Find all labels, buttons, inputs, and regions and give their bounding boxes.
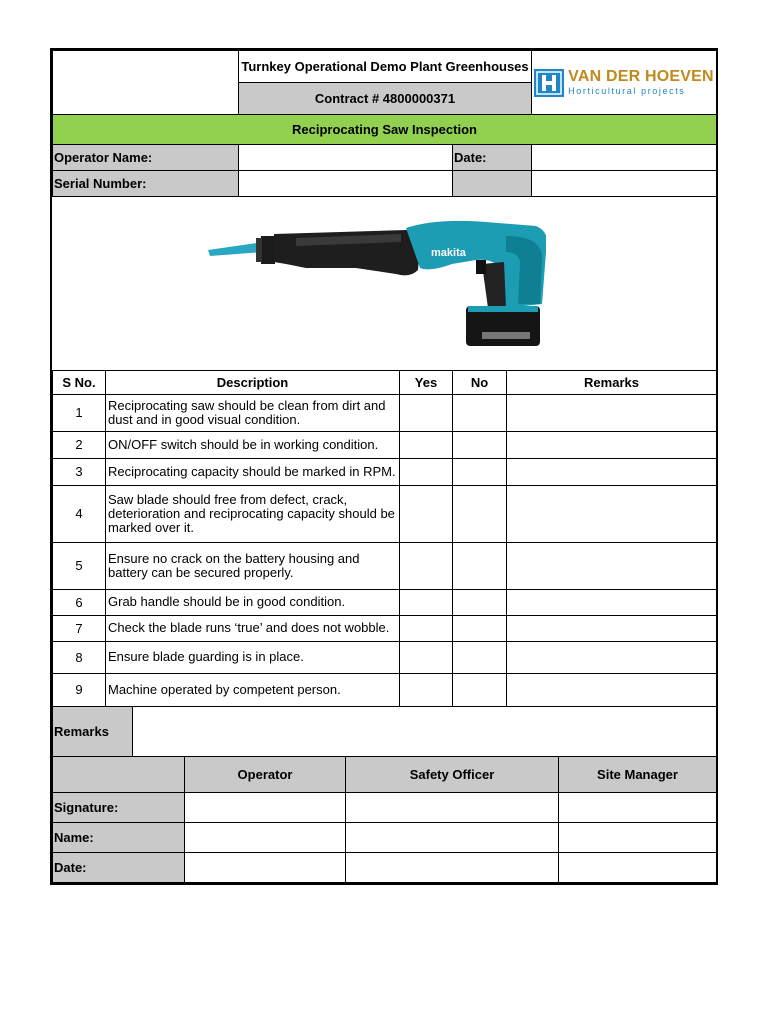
table-row: [53, 431, 717, 458]
site-manager-header: Site Manager: [559, 756, 717, 792]
yes-cell[interactable]: [400, 589, 453, 615]
remarks-label: Remarks: [53, 706, 133, 756]
yes-cell[interactable]: [400, 458, 453, 485]
site-manager-signature-field[interactable]: [559, 792, 717, 822]
site-manager-date-field[interactable]: [559, 852, 717, 882]
row-description: Grab handle should be in good condition.: [106, 589, 400, 615]
no-cell[interactable]: [453, 589, 507, 615]
no-cell[interactable]: [453, 641, 507, 673]
safety-officer-date-field[interactable]: [346, 852, 559, 882]
table-row: [53, 673, 717, 706]
company-logo: [532, 51, 717, 115]
operator-signature-field[interactable]: [185, 792, 346, 822]
signature-row: [53, 792, 717, 822]
signoff-table: [52, 756, 717, 883]
signoff-header-row: [53, 756, 717, 792]
row-description: Saw blade should free from defect, crack, deterioration and reciprocating capacity should be marked over it.: [106, 485, 400, 542]
remarks-cell[interactable]: [507, 673, 717, 706]
serial-number-label: Serial Number:: [53, 171, 239, 197]
remarks-cell[interactable]: [507, 394, 717, 431]
row-description: Reciprocating saw should be clean from dirt and dust and in good visual condition.: [106, 394, 400, 431]
safety-officer-signature-field[interactable]: [346, 792, 559, 822]
remarks-cell[interactable]: [507, 542, 717, 589]
row-sno: 7: [53, 615, 106, 641]
row-description: Machine operated by competent person.: [106, 673, 400, 706]
no-cell[interactable]: [453, 615, 507, 641]
date-row: [53, 852, 717, 882]
date-field[interactable]: [532, 145, 717, 171]
table-row: [53, 542, 717, 589]
col-description: Description: [106, 371, 400, 394]
no-cell[interactable]: [453, 431, 507, 458]
remarks-field[interactable]: [133, 706, 717, 756]
tool-brand-label: makita: [431, 247, 466, 259]
checklist-table: [52, 371, 717, 707]
row-sno: 5: [53, 542, 106, 589]
date-label: Date:: [453, 145, 532, 171]
info-blank-field[interactable]: [532, 171, 717, 197]
yes-cell[interactable]: [400, 615, 453, 641]
info-table: [52, 144, 717, 197]
safety-officer-name-field[interactable]: [346, 822, 559, 852]
yes-cell[interactable]: [400, 542, 453, 589]
col-no: No: [453, 371, 507, 394]
no-cell[interactable]: [453, 673, 507, 706]
row-sno: 6: [53, 589, 106, 615]
table-row: [53, 458, 717, 485]
no-cell[interactable]: [453, 458, 507, 485]
col-yes: Yes: [400, 371, 453, 394]
contract-number: Contract # 4800000371: [239, 83, 532, 115]
yes-cell[interactable]: [400, 394, 453, 431]
row-sno: 8: [53, 641, 106, 673]
col-sno: S No.: [53, 371, 106, 394]
no-cell[interactable]: [453, 485, 507, 542]
operator-name-label: Operator Name:: [53, 145, 239, 171]
table-row: [53, 394, 717, 431]
row-description: ON/OFF switch should be in working condition.: [106, 431, 400, 458]
logo-h-icon: [534, 69, 564, 97]
remarks-cell[interactable]: [507, 458, 717, 485]
remarks-cell[interactable]: [507, 485, 717, 542]
info-blank-gray: [453, 171, 532, 197]
operator-date-field[interactable]: [185, 852, 346, 882]
header-blank-cell: [53, 51, 239, 115]
remarks-cell[interactable]: [507, 431, 717, 458]
no-cell[interactable]: [453, 542, 507, 589]
site-manager-name-field[interactable]: [559, 822, 717, 852]
header-table: [52, 50, 717, 145]
inspection-form: [50, 48, 718, 885]
signoff-date-label: Date:: [53, 852, 185, 882]
tool-image-area: [52, 197, 716, 371]
safety-officer-header: Safety Officer: [346, 756, 559, 792]
name-row: [53, 822, 717, 852]
no-cell[interactable]: [453, 394, 507, 431]
row-sno: 3: [53, 458, 106, 485]
yes-cell[interactable]: [400, 673, 453, 706]
yes-cell[interactable]: [400, 431, 453, 458]
table-row: [53, 589, 717, 615]
checklist-header-row: [53, 371, 717, 394]
form-title: Reciprocating Saw Inspection: [53, 115, 717, 145]
row-description: Ensure blade guarding is in place.: [106, 641, 400, 673]
row-sno: 9: [53, 673, 106, 706]
signoff-corner: [53, 756, 185, 792]
project-title: Turnkey Operational Demo Plant Greenhouses: [239, 51, 532, 83]
col-remarks: Remarks: [507, 371, 717, 394]
signature-label: Signature:: [53, 792, 185, 822]
remarks-cell[interactable]: [507, 589, 717, 615]
reciprocating-saw-image: [206, 212, 546, 362]
remarks-cell[interactable]: [507, 641, 717, 673]
operator-header: Operator: [185, 756, 346, 792]
yes-cell[interactable]: [400, 641, 453, 673]
row-sno: 4: [53, 485, 106, 542]
row-description: Check the blade runs ‘true’ and does not wobble.: [106, 615, 400, 641]
logo-name: VAN DER HOEVEN: [568, 68, 714, 85]
remarks-cell[interactable]: [507, 615, 717, 641]
operator-name-signoff-field[interactable]: [185, 822, 346, 852]
row-sno: 2: [53, 431, 106, 458]
row-description: Reciprocating capacity should be marked in RPM.: [106, 458, 400, 485]
row-sno: 1: [53, 394, 106, 431]
remarks-table: [52, 706, 717, 757]
logo-subtitle: Horticultural projects: [568, 86, 686, 96]
name-label: Name:: [53, 822, 185, 852]
table-row: [53, 485, 717, 542]
yes-cell[interactable]: [400, 485, 453, 542]
serial-number-field[interactable]: [239, 171, 453, 197]
row-description: Ensure no crack on the battery housing and battery can be secured properly.: [106, 542, 400, 589]
table-row: [53, 641, 717, 673]
operator-name-field[interactable]: [239, 145, 453, 171]
table-row: [53, 615, 717, 641]
